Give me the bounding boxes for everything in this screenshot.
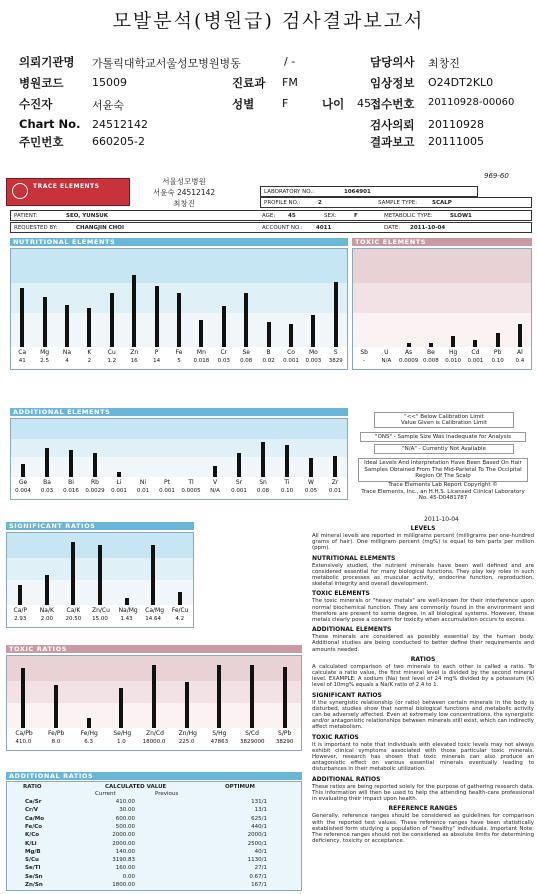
patient-info-box [6, 184, 532, 236]
additional-ratios-table [6, 781, 302, 891]
chart-no-value: 24512142 [92, 118, 148, 131]
col-current: Current [95, 791, 116, 797]
ratio-current: 0.00 [122, 873, 135, 880]
ratio-name: Cr/V [25, 807, 39, 814]
account-value: 4011 [316, 225, 332, 231]
ratio-name: Mg/B [25, 848, 41, 855]
significant-ratio-label: Ca/Mg [145, 607, 165, 614]
significant-ratio-value: 15.00 [92, 616, 108, 622]
nutritional-element-label: Cr [220, 349, 228, 356]
nutritional-element-value: 2.5 [40, 358, 49, 364]
toxic-element-plot [353, 249, 531, 364]
nutritional-element-value: 1.2 [107, 358, 117, 364]
additional-element-value: N/A [210, 488, 220, 494]
col-calculated: CALCULATED VALUE [105, 784, 167, 790]
toxic-element-bar [496, 333, 500, 347]
ratio-optimum: 2000/1 [247, 832, 267, 839]
additional-elements-chart [10, 418, 348, 500]
hosp-code-label: 병원코드 [19, 76, 64, 90]
text-heading: TOXIC ELEMENTS [312, 590, 370, 598]
text-heading: REFERENCE RANGES [388, 805, 458, 813]
additional-element-value: 0.05 [304, 488, 318, 494]
significant-ratio-value: 2.00 [40, 616, 53, 622]
text-paragraph: It is important to note that individuals with elevated toxic levels may not always exhibit clinical symptoms associated with those particular toxic minerals. However, research has shown that toxic minerals can also produce an antagonistic effect on various essential minerals eventually leading to disturbances in their metabolic utilization. [312, 741, 534, 773]
significant-ratio-value: 2.93 [14, 616, 27, 622]
date-value: 2011-10-04 [410, 225, 446, 231]
nutritional-element-bar [222, 306, 226, 347]
clinical-value: O24DT2KL0 [428, 76, 494, 89]
additional-ratios-title: ADDITIONAL RATIOS [6, 772, 302, 780]
chart-no-label: Chart No. [19, 117, 81, 131]
additional-element-label: Sr [235, 479, 243, 486]
nutritional-element-label: Mo [308, 349, 318, 356]
resident-label: 주민번호 [19, 135, 64, 149]
toxic-ratio-label: S/Hg [212, 730, 227, 737]
toxic-element-band [353, 313, 531, 347]
nutritional-element-label: Na [62, 349, 72, 356]
nutritional-element-band [11, 249, 347, 283]
toxic-ratio-bar [250, 665, 254, 728]
significant-ratio-label: Na/K [39, 607, 54, 614]
nutritional-element-label: B [266, 349, 271, 356]
nutritional-element-value: 5 [177, 358, 181, 364]
significant-ratio-value: 4.2 [175, 616, 185, 622]
nutritional-element-bar [132, 275, 136, 347]
toxic-ratio-label: S/Cd [245, 730, 259, 737]
toxic-ratio-label: Fe/Pb [48, 730, 65, 737]
nutritional-element-value: 0.003 [305, 358, 322, 364]
clinical-label: 임상정보 [370, 76, 415, 90]
dept-label: 진료과 [232, 76, 266, 90]
legend-na: "N/A" - Currently Not Available [374, 444, 514, 454]
toxic-ratio-bar [185, 682, 189, 728]
significant-ratio-plot [7, 533, 193, 622]
nutritional-element-bar [87, 308, 91, 347]
legend-box [354, 410, 532, 520]
additional-element-label: Sn [259, 479, 267, 486]
toxic-element-bar [407, 343, 411, 348]
toxic-ratio-bar [217, 665, 221, 728]
toxic-ratio-label: S/Pb [278, 730, 292, 737]
toxic-element-bar [429, 343, 433, 348]
ratio-optimum: 27/1 [254, 865, 267, 872]
additional-element-bar [117, 472, 121, 477]
toxic-element-label: Al [516, 349, 523, 356]
legend-ons: "ONS" - Sample Size Was Inadequate for Analysis [360, 432, 526, 442]
account-label: ACCOUNT NO.: [262, 225, 303, 231]
additional-element-label: Zr [331, 479, 339, 486]
ratio-optimum: 625/1 [251, 815, 267, 822]
toxic-ratio-bar [54, 685, 58, 728]
patient-name-en: SEO, YUNSUK [66, 213, 109, 219]
receipt-value: 20110928-00060 [428, 97, 515, 108]
ratio-current: 600.00 [115, 815, 135, 822]
nutritional-element-value: 0.08 [240, 358, 253, 364]
ratio-name: Fe/Co [25, 823, 43, 830]
additional-element-value: 0.03 [40, 488, 54, 494]
ratio-current: 140.00 [115, 848, 135, 855]
ratio-name: Zn/Sn [25, 882, 43, 888]
ratio-current: 1800.00 [112, 882, 135, 888]
additional-element-bar [69, 450, 73, 477]
nutritional-element-bar [155, 286, 159, 347]
receipt-label: 접수번호 [370, 97, 415, 111]
toxic-element-value: - [363, 358, 366, 364]
nutritional-element-label: Mn [196, 349, 206, 356]
toxic-elements-chart [352, 248, 532, 370]
ratio-name: K/Co [25, 832, 40, 839]
significant-ratio-value: 1.43 [120, 616, 133, 622]
doctor-value: 최창진 [428, 57, 460, 70]
ratio-name: S/Cu [25, 857, 39, 864]
toxic-ratio-plot [7, 656, 301, 745]
significant-ratio-bar [18, 585, 22, 605]
ratio-optimum: 40/1 [254, 848, 267, 855]
hosp-code-value: 15009 [92, 76, 127, 89]
toxic-element-value: 0.008 [423, 358, 439, 364]
report-date-mid: 2011-10-04 [424, 516, 459, 523]
nutritional-element-bar [289, 324, 293, 347]
additional-section-title: ADDITIONAL ELEMENTS [10, 408, 348, 416]
text-paragraph: If the synergistic relationship (or ratio) between certain minerals in the body is disturbed, studies show that normal biological functions and metabolic activity can be adversely affected. Even at extremely low concentrations, the synergistic and/or antagonistic relationships between minerals still exist, which can indirectly affect metabolism. [312, 699, 534, 731]
sex-value: F [282, 97, 289, 110]
nutritional-element-label: Se [242, 349, 250, 356]
toxic-element-label: As [405, 349, 413, 356]
additional-element-label: Bi [68, 479, 74, 486]
significant-ratio-bar [98, 545, 102, 605]
requester-label: 의뢰기관명 [19, 55, 75, 69]
nutritional-element-bar [244, 293, 248, 347]
toxic-ratio-bar [119, 688, 123, 728]
toxic-section-title: TOXIC ELEMENTS [352, 238, 532, 246]
nutritional-element-value: 0.018 [193, 358, 210, 364]
significant-ratio-bar [151, 545, 155, 605]
additional-element-bar [261, 442, 265, 477]
ratio-current: 160.00 [115, 865, 135, 872]
nutritional-element-label: Mg [40, 349, 50, 356]
additional-element-bar [45, 448, 49, 477]
col-previous: Previous [155, 791, 179, 797]
nutritional-element-plot [11, 249, 347, 364]
profile-no-label: PROFILE NO.: [264, 200, 301, 206]
ratio-optimum: 131/1 [251, 799, 267, 805]
ratio-current: 30.00 [119, 807, 135, 814]
toxic-ratio-bar [21, 668, 25, 728]
nutritional-element-bar [199, 320, 203, 347]
toxic-ratio-value: 47863 [210, 739, 229, 745]
nutritional-element-label: P [154, 349, 159, 356]
toxic-ratio-value: 6.3 [84, 739, 94, 745]
nutritional-element-label: Ca [18, 349, 27, 356]
toxic-ratio-bar [283, 667, 287, 728]
additional-element-label: W [308, 479, 314, 486]
patient-label: 수진자 [19, 97, 53, 111]
toxic-ratios-title: TOXIC RATIOS [6, 645, 302, 653]
toxic-ratio-value: 410.0 [15, 739, 32, 745]
lab-report-scan [4, 172, 536, 892]
lab-no-value: 1064901 [344, 189, 371, 195]
metabolic-value: SLOW1 [450, 213, 472, 219]
significant-ratio-value: 14.64 [145, 616, 162, 622]
nutritional-element-bar [177, 293, 181, 347]
toxic-element-label: Pb [493, 349, 502, 356]
additional-element-band [11, 439, 347, 456]
toxic-element-value: 0.0009 [399, 358, 419, 364]
legend-copyright: Trace Elements Lab Report Copyright © Trace Elements, Inc., an H.H.S. Licensed Clinical Laboratory No. 45-D0481787 [361, 482, 525, 501]
report-date-value: 20111005 [428, 135, 484, 148]
additional-element-value: 0.001 [111, 488, 127, 494]
ratio-name: Ca/Mo [25, 815, 45, 822]
additional-element-plot [11, 419, 347, 494]
text-heading: TOXIC RATIOS [312, 733, 359, 741]
text-heading: NUTRITIONAL ELEMENTS [312, 554, 396, 562]
nutritional-element-value: 2 [87, 358, 92, 364]
toxic-ratio-label: Ca/Pb [15, 730, 33, 737]
toxic-element-band [353, 283, 531, 312]
interpretation-text [312, 522, 534, 890]
requested-by-value: CHANGJIN CHOI [76, 225, 124, 231]
doctor-label: 담당의사 [370, 55, 415, 69]
legend-ideal-levels: Ideal Levels And Interpretation Have Been Based On Hair Samples Obtained From The Mid-Parietal To The Occipital Region Of The Scalp [358, 458, 528, 482]
age-value-en: 45 [288, 213, 296, 219]
significant-ratios-title: SIGNIFICANT RATIOS [6, 522, 194, 530]
additional-element-value: 0.01 [328, 488, 342, 494]
nutritional-element-value: 0.03 [217, 358, 230, 364]
report-date-label: 결과보고 [370, 135, 415, 149]
toxic-element-bar [451, 336, 455, 347]
age-label: 나이 [322, 97, 345, 111]
patient-value: 서윤숙 [92, 99, 124, 112]
ratio-name: K/Li [25, 840, 37, 847]
sex-value-en: F [354, 213, 358, 219]
toxic-element-value: 0.010 [445, 358, 461, 364]
toxic-ratio-label: Zn/Hg [178, 730, 197, 737]
text-paragraph: Extensively studied, the nutrient minerals have been well defined and are considered essential for many biological functions. They play key roles in such metabolic processes as muscular activity, endocrine function, reproduction, skeletal integrity and overall development. [312, 562, 534, 588]
additional-element-band [11, 419, 347, 439]
report-title: 모발분석(병원급) 검사결과보고서 [112, 10, 425, 32]
toxic-ratio-value: 1.0 [116, 739, 126, 745]
additional-element-label: Ge [18, 479, 28, 486]
additional-element-value: 0.0029 [85, 488, 105, 494]
nutritional-element-value: 14 [153, 358, 161, 364]
col-ratio: RATIO [23, 784, 42, 790]
resident-value: 660205-2 [92, 135, 145, 148]
nutritional-element-bar [334, 282, 338, 347]
ratio-current: 3190.83 [112, 857, 135, 864]
significant-ratio-label: Na/Mg [118, 607, 138, 614]
lab-no-label: LABORATORY NO.: [264, 189, 314, 195]
nutritional-element-bar [110, 293, 114, 347]
toxic-ratio-label: Se/Hg [113, 730, 132, 737]
additional-element-label: Li [116, 479, 122, 486]
ratio-optimum: 13/1 [254, 807, 267, 814]
additional-element-bar [309, 458, 313, 477]
dept-value: FM [282, 76, 298, 89]
corner-note: 969-60 [484, 172, 509, 180]
significant-ratio-label: Ca/P [13, 607, 28, 614]
significant-ratios-chart [6, 532, 194, 628]
toxic-ratio-bar [152, 665, 156, 728]
nutritional-element-label: K [87, 349, 92, 356]
nutritional-element-bar [43, 297, 47, 347]
nutritional-element-label: Cu [107, 349, 116, 356]
trace-elements-logo: TRACE ELEMENTS [6, 178, 130, 206]
toxic-element-label: Cd [471, 349, 480, 356]
additional-element-value: 0.0005 [181, 488, 201, 494]
text-paragraph: These ratios are being reported solely for the purpose of gathering research data. This information will then be used to help the attending health-care professional in evaluating their impact upon health. [312, 783, 534, 803]
additional-element-label: Ba [43, 479, 51, 486]
significant-ratio-bar [45, 575, 49, 605]
significant-ratio-label: Fe/Cu [171, 607, 189, 614]
toxic-element-value: 0.4 [515, 358, 525, 364]
nutritional-element-bar [267, 322, 271, 347]
nutritional-element-bar [20, 288, 24, 348]
text-paragraph: Generally, reference ranges should be considered as guidelines for comparison with the reported test values. These reference ranges have been statistically established form studying a population of "healthy" individuals. Important Note: The reference ranges should not be considered as absolute limits for determining deficiency, toxicity or acceptance. [312, 813, 534, 845]
text-paragraph: A calculated comparison of two minerals to each other is called a ratio. To calculate a ratio value, the first mineral level is divided by the second mineral level. EXAMPLE: A sodium (Na) test level of 24 mg% divided by a potassium (K) level of 10mg% equals a Na/K ratio of 2.4 to 1. [312, 663, 534, 689]
ratio-optimum: 0.67/1 [249, 873, 267, 880]
toxic-ratio-value: 18000.0 [142, 739, 166, 745]
toxic-ratios-chart [6, 655, 302, 751]
req-date-label: 검사의뢰 [370, 118, 415, 132]
nutritional-element-label: Fe [175, 349, 183, 356]
toxic-element-band [353, 249, 531, 283]
toxic-element-value: 0.10 [491, 358, 504, 364]
nutritional-element-value: 0.001 [283, 358, 299, 364]
additional-element-bar [93, 453, 97, 477]
toxic-ratio-label: Zn/Cd [146, 730, 164, 737]
sample-label: SAMPLE TYPE: [378, 200, 418, 206]
sex-label: 성별 [232, 97, 255, 111]
significant-ratio-bar [71, 542, 75, 605]
significant-ratio-bar [125, 598, 129, 605]
legend-calibration: "<<" Below Calibration Limit Value Given is Calibration Limit [374, 412, 514, 428]
toxic-ratio-value: 8.0 [51, 739, 61, 745]
additional-element-value: 0.001 [231, 488, 247, 494]
toxic-ratio-value: 225.0 [178, 739, 195, 745]
additional-element-bar [285, 445, 289, 477]
ratio-optimum: 2500/1 [247, 840, 267, 847]
sex-label-en: SEX: [324, 213, 337, 219]
nutritional-element-label: Zn [130, 349, 139, 356]
requested-by-label: REQUESTED BY: [14, 225, 58, 231]
significant-ratio-label: Zn/Cu [92, 607, 110, 614]
ward-value: / - [284, 55, 296, 68]
toxic-element-label: Hg [448, 349, 458, 356]
nutritional-section-title: NUTRITIONAL ELEMENTS [10, 238, 348, 246]
req-date-value: 20110928 [428, 118, 484, 131]
nutritional-element-label: S [333, 349, 338, 356]
handwritten-note: 서울성모병원 서윤숙 24512142 최창진 [152, 177, 216, 208]
significant-ratio-bar [178, 592, 182, 605]
toxic-element-label: U [384, 349, 389, 356]
toxic-element-value: 0.001 [467, 358, 484, 364]
ratio-current: 2000.00 [112, 840, 135, 847]
text-paragraph: All mineral levels are reported in milligrams percent (milligrams per one-hundred grams of hair). One milligram percent (mg%) is equal to ten parts per million (ppm). [312, 533, 534, 552]
additional-element-value: 0.016 [63, 488, 79, 494]
text-heading: LEVELS [410, 525, 436, 532]
nutritional-element-value: 0.02 [262, 358, 275, 364]
toxic-element-value: N/A [381, 358, 392, 364]
nutritional-elements-chart [10, 248, 348, 370]
toxic-element-label: Be [426, 349, 435, 356]
toxic-ratio-value: 3829000 [240, 739, 265, 745]
text-paragraph: The toxic minerals or "heavy metals" are well-known for their interference upon normal biochemical function. They are commonly found in the environment and therefore are present to some degree, in all biological systems. However, these metals clearly pose a concern for toxicity when accumulation occurs to excess. [312, 598, 534, 624]
ratio-name: Se/Sn [25, 873, 43, 880]
nutritional-element-value: 41 [18, 358, 26, 364]
ratio-name: Ca/Sr [25, 799, 42, 805]
additional-element-value: 0.004 [15, 488, 31, 494]
profile-no-value: 2 [318, 200, 322, 206]
additional-element-label: V [212, 479, 218, 486]
additional-element-value: 0.10 [280, 488, 294, 494]
additional-element-label: Tl [188, 479, 194, 486]
nutritional-element-value: 4 [65, 358, 69, 364]
nutritional-element-bar [311, 315, 315, 347]
text-heading: ADDITIONAL RATIOS [312, 775, 381, 783]
significant-ratio-value: 20.50 [65, 616, 82, 622]
ratio-name: Se/Tl [25, 865, 41, 872]
toxic-element-bar [473, 340, 477, 347]
date-label: DATE: [384, 225, 401, 231]
significant-ratio-label: Ca/K [66, 607, 81, 614]
text-heading: SIGNIFICANT RATIOS [312, 691, 382, 699]
additional-element-value: 0.001 [159, 488, 175, 494]
toxic-element-label: Sb [360, 349, 368, 356]
toxic-ratio-value: 38290 [275, 739, 294, 745]
additional-element-label: Ni [139, 479, 147, 486]
additional-element-label: Ti [284, 479, 290, 486]
toxic-element-bar [518, 324, 522, 347]
ratio-current: 2000.00 [112, 832, 135, 839]
toxic-ratio-label: Fe/Hg [80, 730, 98, 737]
nutritional-element-label: Co [287, 349, 295, 356]
additional-element-label: Rb [91, 479, 99, 486]
additional-element-bar [213, 466, 217, 477]
additional-element-bar [333, 456, 337, 477]
additional-element-band [11, 457, 347, 477]
ratio-optimum: 440/1 [251, 823, 267, 830]
sample-value: SCALP [432, 200, 452, 206]
age-label-en: AGE: [262, 213, 276, 219]
patient-label-en: PATIENT: [14, 213, 38, 219]
ratio-optimum: 167/1 [251, 882, 267, 888]
ratio-current: 410.00 [115, 799, 135, 805]
requester-value: 가톨릭대학교서울성모병원병동 [92, 57, 241, 70]
nutritional-element-value: 3829 [328, 358, 343, 364]
metabolic-label: METABOLIC TYPE: [384, 213, 433, 219]
text-heading: RATIOS [410, 655, 436, 663]
additional-element-value: 0.01 [136, 488, 150, 494]
text-heading: ADDITIONAL ELEMENTS [312, 626, 392, 634]
ratio-current: 500.00 [115, 823, 135, 830]
age-value: 45 [357, 97, 371, 110]
nutritional-element-value: 16 [130, 358, 138, 364]
nutritional-element-bar [65, 305, 69, 347]
additional-element-bar [21, 464, 25, 477]
text-paragraph: These minerals are considered as possibly essential by the human body. Additional studies are being conducted to better define their requirements and amounts needed. [312, 634, 534, 653]
toxic-ratio-bar [87, 718, 91, 728]
additional-element-value: 0.08 [256, 488, 270, 494]
ratio-optimum: 1130/1 [247, 857, 267, 864]
additional-element-label: Pt [164, 479, 170, 486]
col-optimum: OPTIMUM [225, 784, 255, 790]
additional-element-bar [237, 453, 241, 477]
